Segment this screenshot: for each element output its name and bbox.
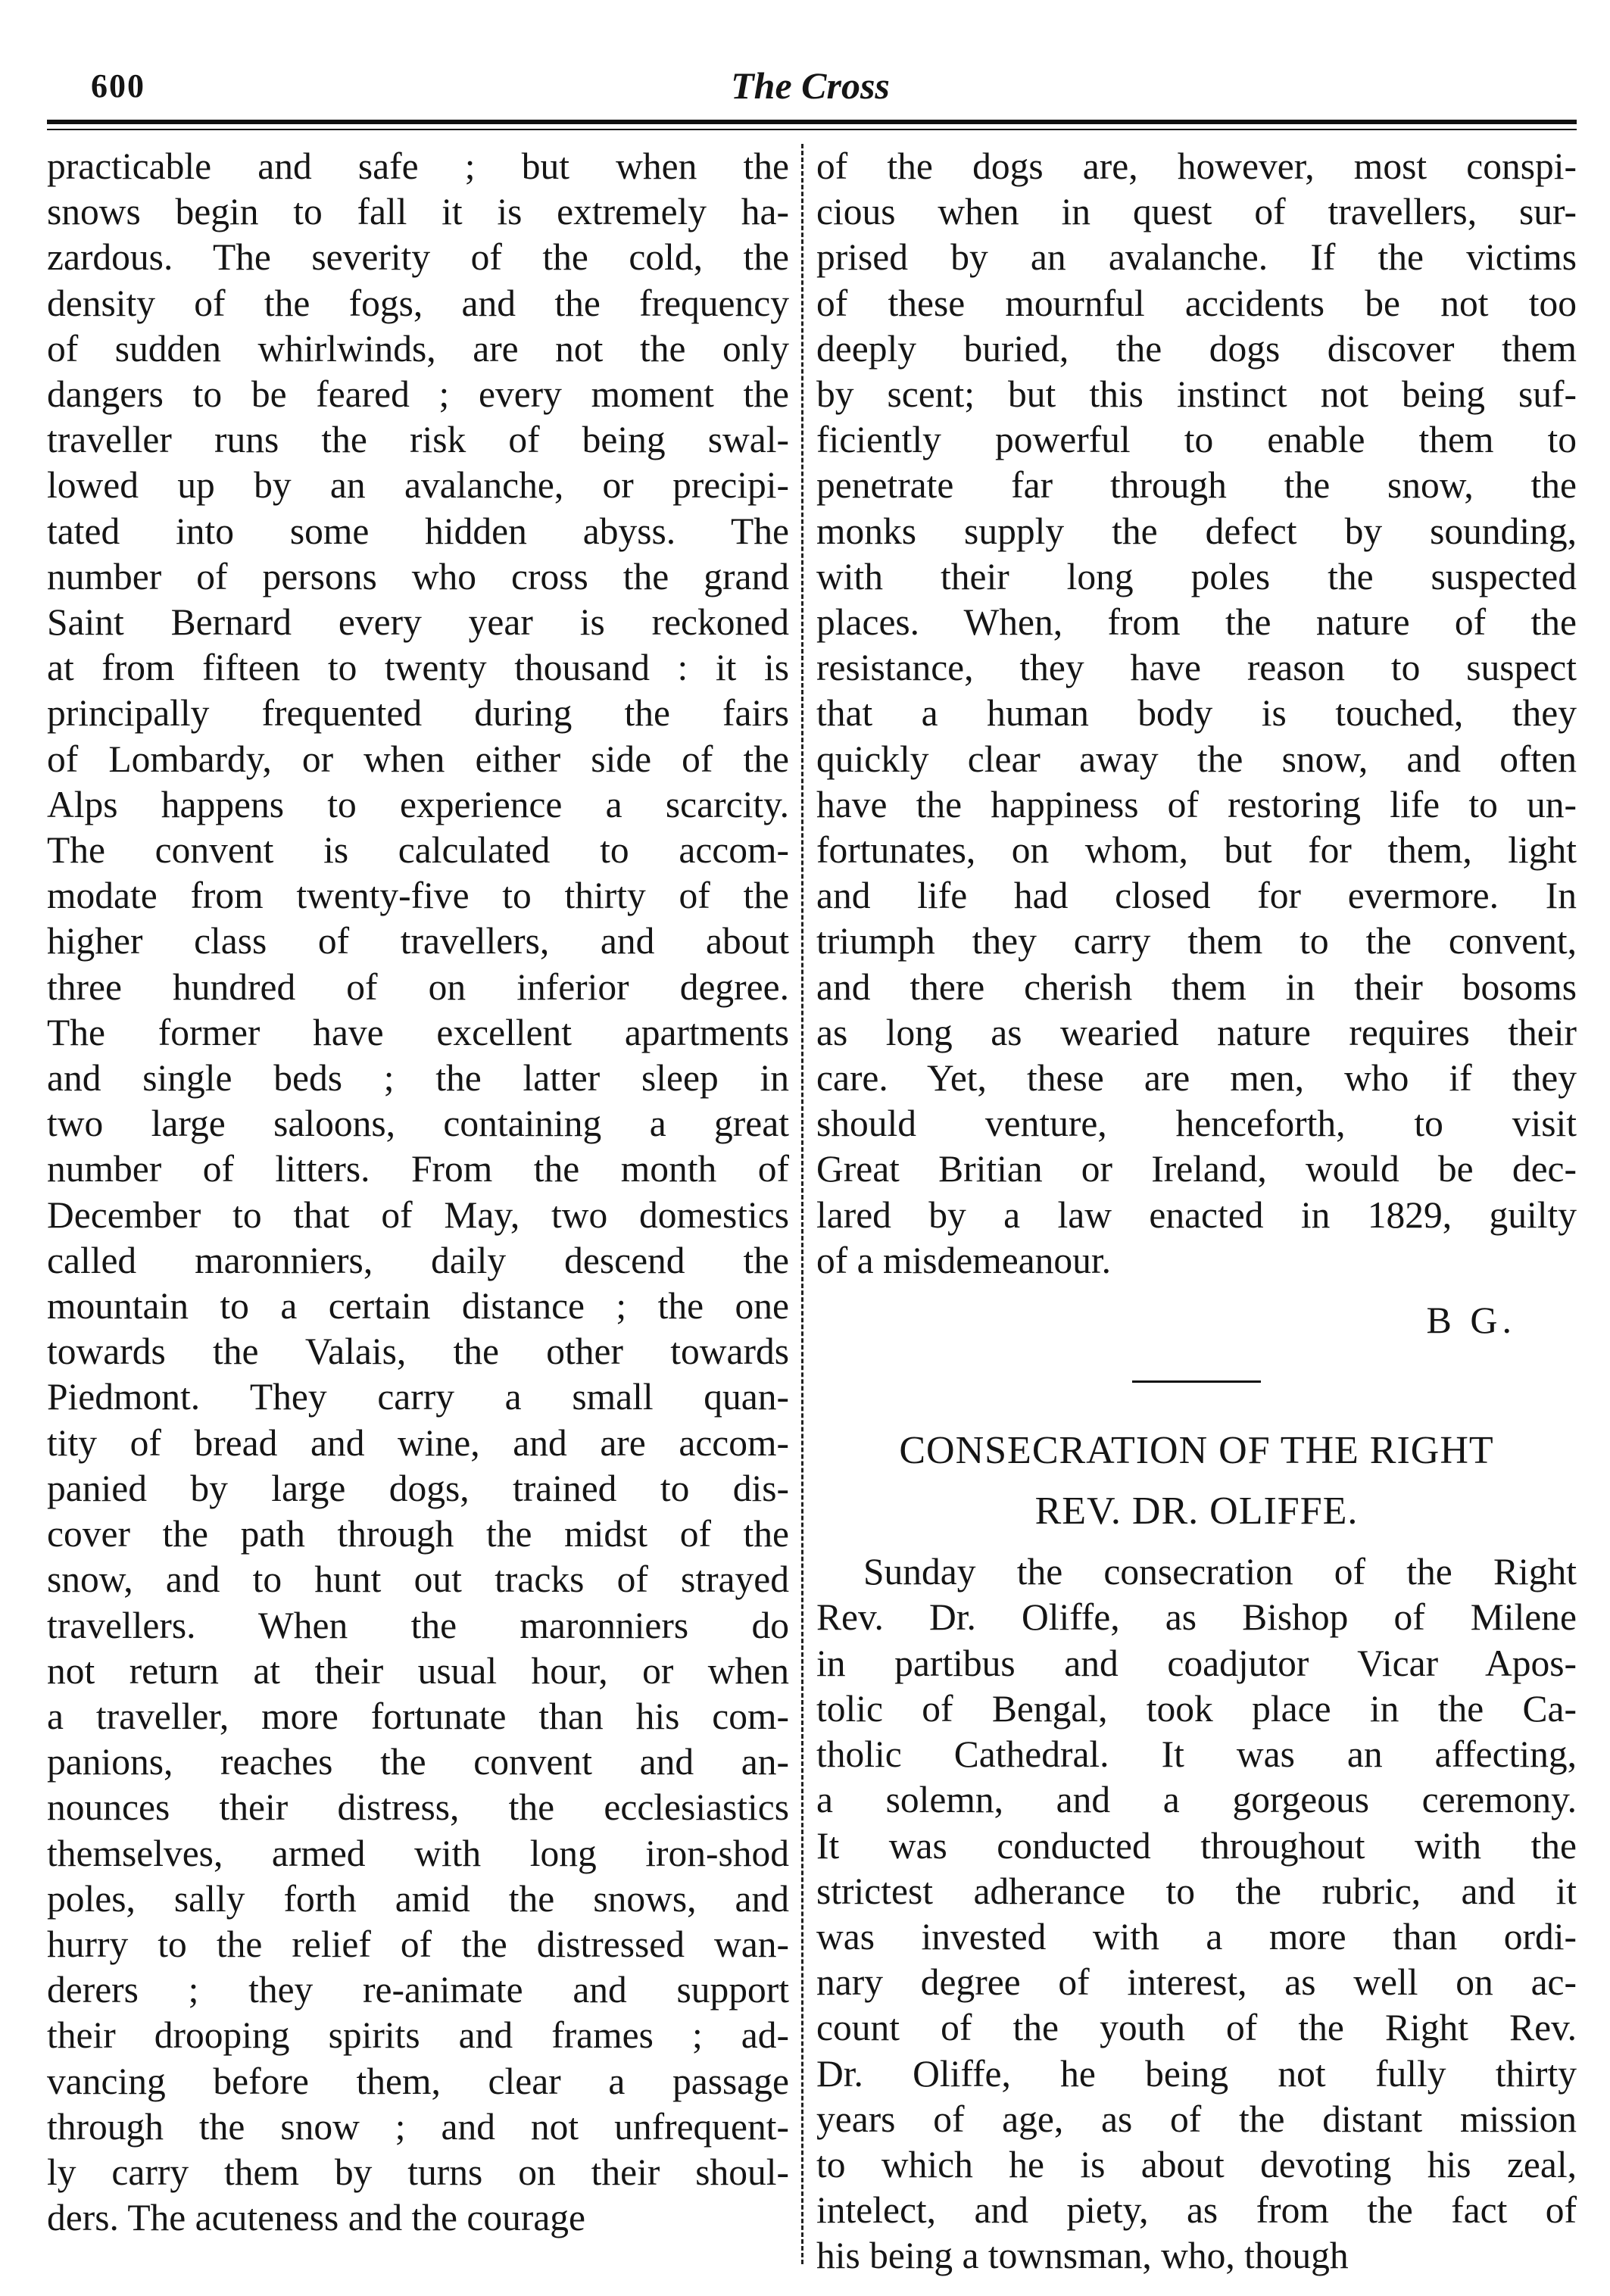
text-line: Dr. Oliffe, he being not fully thirty	[816, 2052, 1577, 2095]
page-number: 600	[91, 67, 145, 105]
text-line: Great Britian or Ireland, would be dec-	[816, 1148, 1577, 1190]
right-column-body	[816, 144, 1577, 1284]
text-line: of Lombardy, or when either side of the	[47, 738, 789, 780]
text-line: and there cherish them in their bosoms	[816, 966, 1577, 1008]
text-line: mountain to a certain distance ; the one	[47, 1285, 789, 1327]
text-line: lowed up by an avalanche, or precipi-	[47, 464, 789, 507]
text-line: quickly clear away the snow, and often	[816, 738, 1577, 780]
text-line: count of the youth of the Right Rev.	[816, 2007, 1577, 2049]
article-heading-line-1: CONSECRATION OF THE RIGHT	[899, 1429, 1494, 1473]
text-line: December to that of May, two domestics	[47, 1193, 789, 1236]
text-line: principally frequented during the fairs	[47, 692, 789, 735]
text-line: modate from twenty-five to thirty of the	[47, 875, 789, 917]
text-line: ders. The acuteness and the courage	[47, 2197, 586, 2239]
text-line: dangers to be feared ; every moment the	[47, 373, 789, 416]
text-line: nary degree of interest, as well on ac-	[816, 1961, 1577, 2004]
text-line: panions, reaches the convent and an-	[47, 1741, 789, 1783]
running-title: The Cross	[731, 64, 890, 107]
text-line: his being a townsman, who, though	[816, 2235, 1349, 2277]
text-line: of these mournful accidents be not too	[816, 282, 1577, 324]
text-line: Alps happens to experience a scarcity.	[47, 783, 789, 825]
text-line: travellers. When the maronniers do	[47, 1604, 789, 1646]
text-line: panied by large dogs, trained to dis-	[47, 1467, 789, 1509]
text-line: themselves, armed with long iron-shod	[47, 1832, 789, 1874]
text-line: The former have excellent apartments	[47, 1011, 789, 1053]
text-line: to which he is about devoting his zeal,	[816, 2143, 1577, 2185]
column-divider	[801, 144, 803, 2264]
text-line: was invested with a more than ordi-	[816, 1915, 1577, 1958]
section-separator	[1132, 1380, 1261, 1383]
text-line: snows begin to fall it is extremely ha-	[47, 191, 789, 233]
text-line: places. When, from the nature of the	[816, 601, 1577, 644]
text-line: have the happiness of restoring life to un-	[816, 783, 1577, 825]
author-signature: B G.	[1426, 1299, 1516, 1342]
text-line: Rev. Dr. Oliffe, as Bishop of Milene	[816, 1596, 1577, 1639]
page-header	[45, 64, 1575, 117]
text-line: years of age, as of the distant mission	[816, 2098, 1577, 2140]
text-line: tolic of Bengal, took place in the Ca-	[816, 1687, 1577, 1730]
text-line: care. Yet, these are men, who if they	[816, 1057, 1577, 1100]
text-line: three hundred of on inferior degree.	[47, 966, 789, 1008]
text-line: and life had closed for evermore. In	[816, 875, 1577, 917]
right-column	[816, 144, 1577, 2279]
text-line: penetrate far through the snow, the	[816, 464, 1577, 507]
text-line: number of persons who cross the grand	[47, 555, 789, 597]
text-line: towards the Valais, the other towards	[47, 1330, 789, 1373]
text-line: two large saloons, containing a great	[47, 1103, 789, 1145]
text-line: of a misdemeanour.	[816, 1239, 1112, 1281]
text-line: their drooping spirits and frames ; ad-	[47, 2014, 789, 2057]
text-line: Piedmont. They carry a small quan-	[47, 1376, 789, 1418]
header-rule-thin	[47, 129, 1577, 130]
text-line: through the snow ; and not unfrequent-	[47, 2105, 789, 2148]
article-heading-line-2: REV. DR. OLIFFE.	[1034, 1490, 1359, 1533]
text-line: deeply buried, the dogs discover them	[816, 327, 1577, 370]
text-line: with their long poles the suspected	[816, 555, 1577, 597]
text-line: of sudden whirlwinds, are not the only	[47, 327, 789, 370]
text-line: prised by an avalanche. If the victims	[816, 236, 1577, 279]
header-rule	[47, 120, 1577, 124]
text-line: practicable and safe ; but when the	[47, 145, 789, 187]
text-line: ly carry them by turns on their shoul-	[47, 2151, 789, 2193]
text-line: nounces their distress, the ecclesiastics	[47, 1786, 789, 1829]
text-line: and single beds ; the latter sleep in	[47, 1057, 789, 1100]
text-line: tity of bread and wine, and are accom-	[47, 1421, 789, 1464]
text-line: It was conducted throughout with the	[816, 1824, 1577, 1867]
text-line: intelect, and piety, as from the fact of	[816, 2189, 1577, 2232]
text-line: resistance, they have reason to suspect	[816, 647, 1577, 689]
text-line: hurry to the relief of the distressed wan-	[47, 1923, 789, 1965]
left-column	[47, 144, 789, 2241]
text-line: in partibus and coadjutor Vicar Apos-	[816, 1642, 1577, 1684]
text-line: number of litters. From the month of	[47, 1148, 789, 1190]
article-body	[816, 1549, 1577, 2279]
text-line: zardous. The severity of the cold, the	[47, 236, 789, 279]
text-line: Saint Bernard every year is reckoned	[47, 601, 789, 644]
text-line: as long as wearied nature requires their	[816, 1011, 1577, 1053]
text-line: called maronniers, daily descend the	[47, 1239, 789, 1281]
text-line: higher class of travellers, and about	[47, 920, 789, 962]
text-line: of the dogs are, however, most conspi-	[816, 145, 1577, 187]
text-line: lared by a law enacted in 1829, guilty	[816, 1193, 1577, 1236]
text-line: a solemn, and a gorgeous ceremony.	[816, 1779, 1577, 1821]
text-line: derers ; they re-animate and support	[47, 1969, 789, 2011]
text-line: density of the fogs, and the frequency	[47, 282, 789, 324]
text-line: at from fifteen to twenty thousand : it is	[47, 647, 789, 689]
text-line: The convent is calculated to accom-	[47, 829, 789, 872]
text-line: poles, sally forth amid the snows, and	[47, 1877, 789, 1920]
text-line: Sunday the consecration of the Right	[863, 1551, 1577, 1593]
text-line: tated into some hidden abyss. The	[47, 510, 789, 552]
text-line: fortunates, on whom, but for them, light	[816, 829, 1577, 872]
text-line: vancing before them, clear a passage	[47, 2060, 789, 2102]
text-line: traveller runs the risk of being swal-	[47, 419, 789, 461]
text-line: tholic Cathedral. It was an affecting,	[816, 1733, 1577, 1776]
text-line: snow, and to hunt out tracks of strayed	[47, 1558, 789, 1601]
text-line: not return at their usual hour, or when	[47, 1649, 789, 1692]
text-line: cover the path through the midst of the	[47, 1513, 789, 1555]
text-line: that a human body is touched, they	[816, 692, 1577, 735]
text-line: strictest adherance to the rubric, and it	[816, 1870, 1577, 1912]
text-line: monks supply the defect by sounding,	[816, 510, 1577, 552]
text-line: ficiently powerful to enable them to	[816, 419, 1577, 461]
text-line: should venture, henceforth, to visit	[816, 1103, 1577, 1145]
text-line: by scent; but this instinct not being suf-	[816, 373, 1577, 416]
text-line: triumph they carry them to the convent,	[816, 920, 1577, 962]
text-line: a traveller, more fortunate than his com-	[47, 1695, 789, 1737]
text-line: cious when in quest of travellers, sur-	[816, 191, 1577, 233]
